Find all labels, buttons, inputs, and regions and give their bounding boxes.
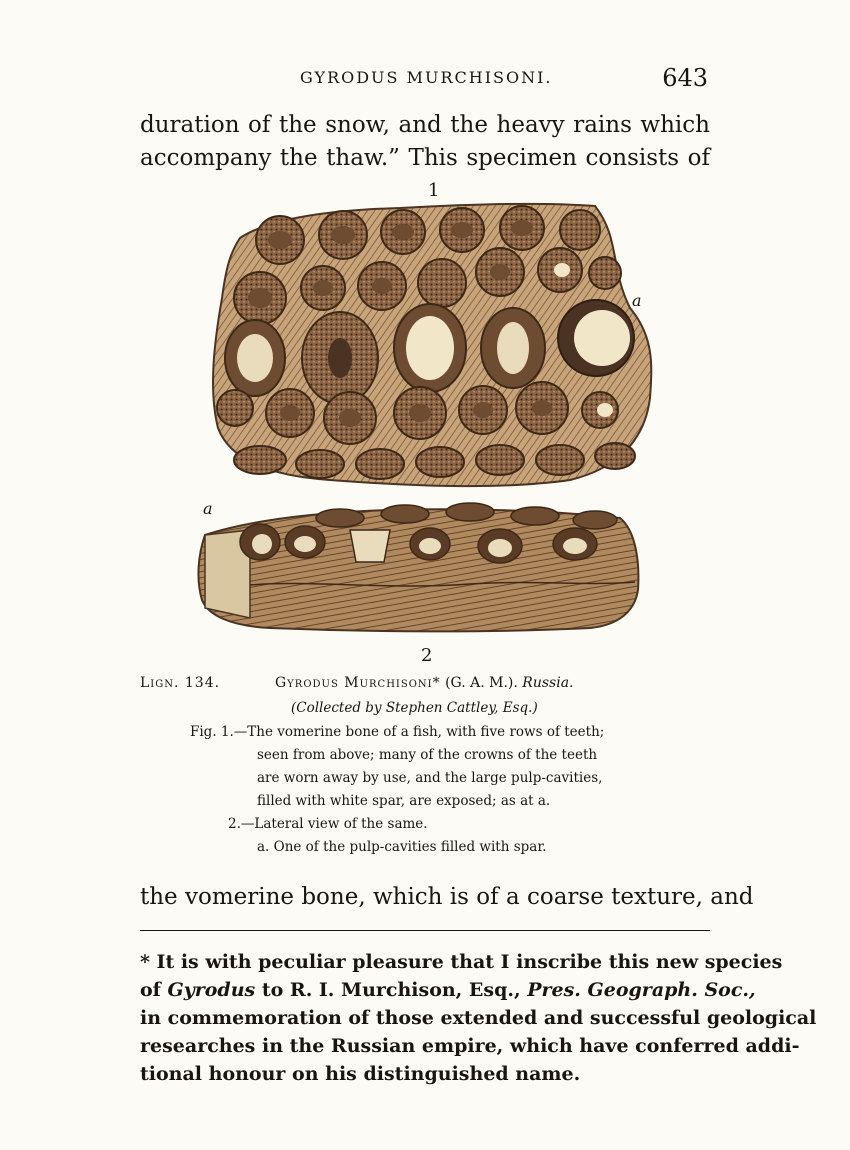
species-name: Gyrodus Murchisoni* (G. A. M.). Russia. (275, 675, 574, 691)
engraving-fig2-lateral-view (190, 500, 650, 635)
engraving-fig1-vomerine-bone (200, 198, 660, 488)
footnote-line: * It is with peculiar pleasure that I inscribe this new species (140, 951, 783, 973)
figure-letter-a: a (632, 291, 642, 310)
body-text-line: the vomerine bone, which is of a coarse texture, and (140, 884, 754, 910)
running-title: GYRODUS MURCHISONI. (300, 68, 553, 87)
caption-fig1: are worn away by use, and the large pulp-cavities, (257, 770, 603, 786)
figure-letter-a: a (203, 499, 213, 518)
footnote-line: of Gyrodus to R. I. Murchison, Esq., Pres. Geograph. Soc., (140, 979, 756, 1001)
footnote-line: tional honour on his distinguished name. (140, 1063, 581, 1085)
footnote-line: in commemoration of those extended and successful geological (140, 1007, 817, 1029)
lign-number: Lign. 134. (140, 675, 221, 691)
caption-fig2-a: a. One of the pulp-cavities filled with spar. (257, 839, 547, 855)
body-text-line: duration of the snow, and the heavy rains which (140, 112, 710, 138)
caption-fig1: seen from above; many of the crowns of the teeth (257, 747, 598, 763)
body-text-line: accompany the thaw.” This specimen consists of (140, 145, 710, 171)
running-head (140, 64, 710, 94)
caption-fig1: filled with white spar, are exposed; as at a. (257, 793, 551, 809)
figure-label-2: 2 (421, 645, 433, 666)
footnote (140, 948, 817, 1088)
collected-by: (Collected by Stephen Cattley, Esq.) (291, 700, 538, 716)
footnote-line: researches in the Russian empire, which have conferred addi- (140, 1035, 800, 1057)
footnote-rule (140, 930, 710, 931)
page-number: 643 (662, 64, 708, 92)
caption-fig1: Fig. 1.—The vomerine bone of a fish, with five rows of teeth; (190, 724, 605, 740)
figure-label-1: 1 (428, 180, 440, 201)
caption-fig2: 2.—Lateral view of the same. (228, 816, 428, 832)
